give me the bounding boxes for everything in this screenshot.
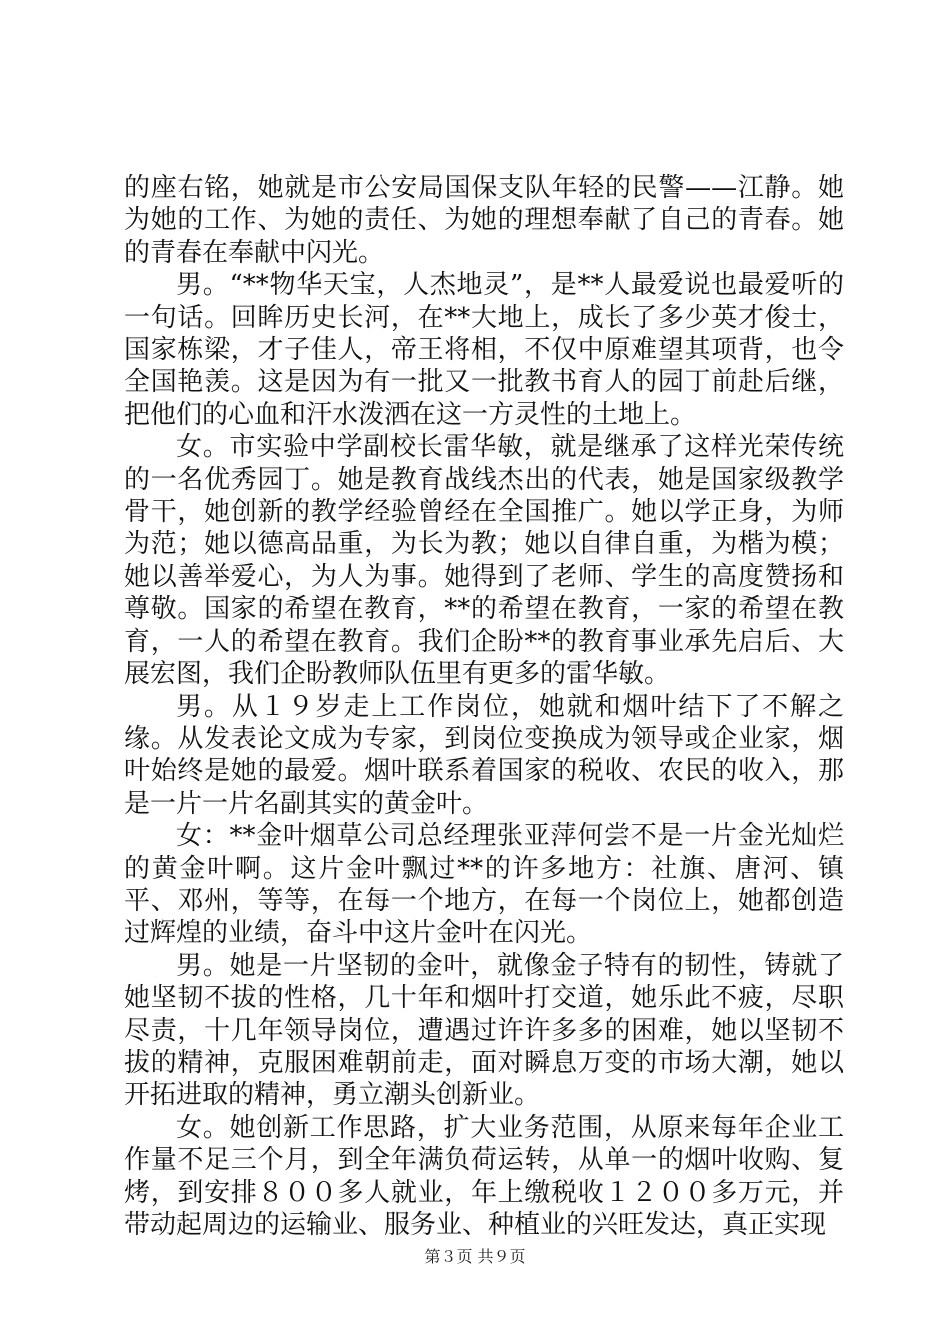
paragraph-3: 女。市实验中学副校长雷华敏，就是继承了这样光荣传统的一名优秀园丁。她是教育战线杰出的代表，她是国家级教学骨干，她创新的教学经验曾经在全国推广。她以学正身，为师为范；她以德高品重，为长为教；她以自律自重，为楷为模；她以善举爱心，为人为事。她得到了老师、学生的高度赞扬和尊敬。国家的希望在教育，**的希望在教育，一家的希望在教育，一人的希望在教育。我们企盼**的教育事业承先启后、大展宏图，我们企盼教师队伍里有更多的雷华敏。 (124, 432, 844, 690)
page-footer: 第３页 共９页 (424, 1247, 526, 1266)
body-text (124, 172, 844, 1241)
paragraph-6: 男。她是一片坚韧的金叶，就像金子特有的韧性，铸就了她坚韧不拔的性格，几十年和烟叶打交道，她乐此不疲，尽职尽责，十几年领导岗位，遭遇过许许多多的困难，她以坚韧不拔的精神，克服困难朝前走，面对瞬息万变的市场大潮，她以开拓进取的精神，勇立潮头创新业。 (124, 950, 844, 1111)
paragraph-2: 男。“**物华天宝，人杰地灵”，是**人最爱说也最爱听的一句话。回眸历史长河，在**大地上，成长了多少英才俊士，国家栋梁，才子佳人，帝王将相，不仅中原难望其项背，也令全国艳羡。这是因为有一批又一批教书育人的园丁前赴后继，把他们的心血和汗水泼洒在这一方灵性的土地上。 (124, 270, 844, 430)
paragraph-4: 男。从１９岁走上工作岗位，她就和烟叶结下了不解之缘。从发表论文成为专家，到岗位变换成为领导或企业家，烟叶始终是她的最爱。烟叶联系着国家的税收、农民的收入，那是一片一片名副其实的黄金叶。 (124, 691, 844, 819)
paragraph-1: 的座右铭，她就是市公安局国保支队年轻的民警——江静。她为她的工作、为她的责任、为她的理想奉献了自己的青春。她的青春在奉献中闪光。 (124, 173, 844, 268)
paragraph-5: 女：**金叶烟草公司总经理张亚萍何尝不是一片金光灿烂的黄金叶啊。这片金叶飘过**的许多地方：社旗、唐河、镇平、邓州，等等，在每一个地方，在每一个岗位上，她都创造过辉煌的业绩，奋斗中这片金叶在闪光。 (124, 821, 844, 949)
paragraph-7: 女。她创新工作思路，扩大业务范围，从原来每年企业工作量不足三个月，到全年满负荷运转，从单一的烟叶收购、复烤，到安排８００多人就业，年上缴税收１２００多万元，并带动起周边的运输业、服务业、种植业的兴旺发达，真正实现 (124, 1112, 844, 1240)
